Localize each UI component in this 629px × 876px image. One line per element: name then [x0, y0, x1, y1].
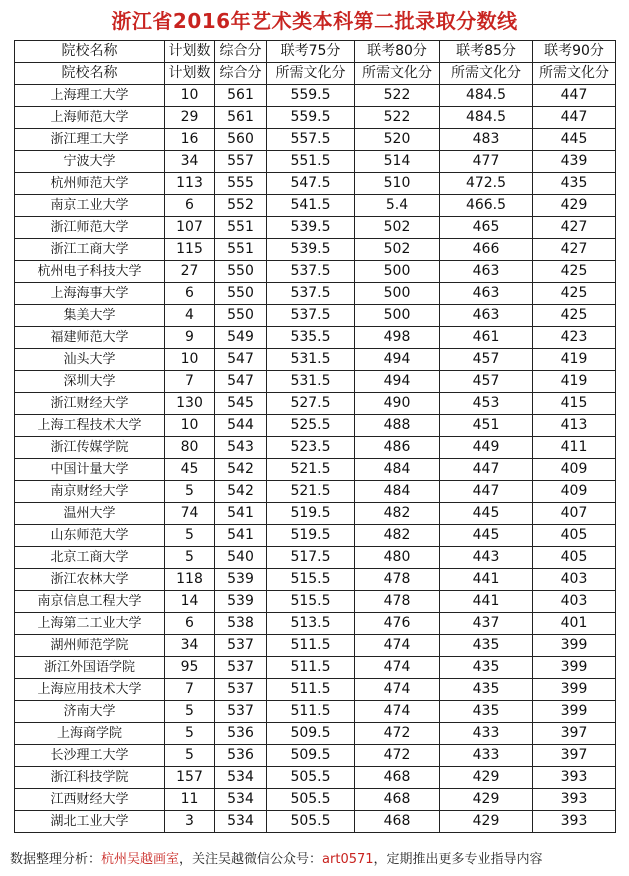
- score-cell: 547.5: [267, 173, 355, 195]
- score-cell: 14: [165, 591, 215, 613]
- score-cell: 541: [215, 503, 267, 525]
- score-cell: 511.5: [267, 701, 355, 723]
- school-name-cell: 浙江师范大学: [15, 217, 165, 239]
- score-cell: 559.5: [267, 107, 355, 129]
- score-cell: 534: [215, 767, 267, 789]
- score-cell: 509.5: [267, 745, 355, 767]
- table-row: [15, 525, 616, 547]
- score-cell: 403: [533, 569, 616, 591]
- score-cell: 95: [165, 657, 215, 679]
- score-cell: 5: [165, 701, 215, 723]
- score-cell: 433: [440, 745, 533, 767]
- score-cell: 534: [215, 811, 267, 833]
- score-cell: 113: [165, 173, 215, 195]
- score-cell: 543: [215, 437, 267, 459]
- score-cell: 519.5: [267, 525, 355, 547]
- score-cell: 437: [440, 613, 533, 635]
- score-cell: 500: [355, 305, 440, 327]
- score-cell: 531.5: [267, 371, 355, 393]
- score-cell: 486: [355, 437, 440, 459]
- score-cell: 560: [215, 129, 267, 151]
- score-cell: 27: [165, 261, 215, 283]
- score-cell: 555: [215, 173, 267, 195]
- school-name-cell: 南京信息工程大学: [15, 591, 165, 613]
- score-cell: 494: [355, 349, 440, 371]
- header-cell: 计划数: [165, 41, 215, 63]
- score-cell: 547: [215, 349, 267, 371]
- school-name-cell: 浙江理工大学: [15, 129, 165, 151]
- score-cell: 490: [355, 393, 440, 415]
- header-cell: 计划数: [165, 63, 215, 85]
- score-cell: 403: [533, 591, 616, 613]
- score-cell: 425: [533, 261, 616, 283]
- score-cell: 502: [355, 239, 440, 261]
- score-cell: 474: [355, 701, 440, 723]
- school-name-cell: 南京工业大学: [15, 195, 165, 217]
- score-cell: 5.4: [355, 195, 440, 217]
- header-cell: 所需文化分: [267, 63, 355, 85]
- score-cell: 500: [355, 283, 440, 305]
- score-cell: 427: [533, 239, 616, 261]
- school-name-cell: 济南大学: [15, 701, 165, 723]
- score-cell: 447: [533, 107, 616, 129]
- score-cell: 407: [533, 503, 616, 525]
- score-cell: 468: [355, 767, 440, 789]
- table-row: [15, 129, 616, 151]
- score-cell: 561: [215, 85, 267, 107]
- header-cell: 联考90分: [533, 41, 616, 63]
- score-cell: 115: [165, 239, 215, 261]
- score-cell: 537: [215, 657, 267, 679]
- score-cell: 423: [533, 327, 616, 349]
- score-cell: 509.5: [267, 723, 355, 745]
- score-cell: 3: [165, 811, 215, 833]
- score-cell: 505.5: [267, 811, 355, 833]
- table-row: [15, 283, 616, 305]
- score-cell: 521.5: [267, 459, 355, 481]
- table-row: [15, 261, 616, 283]
- school-name-cell: 上海应用技术大学: [15, 679, 165, 701]
- header-cell: 综合分: [215, 63, 267, 85]
- header-cell: 所需文化分: [533, 63, 616, 85]
- score-cell: 476: [355, 613, 440, 635]
- score-cell: 519.5: [267, 503, 355, 525]
- score-cell: 472.5: [440, 173, 533, 195]
- table-row: [15, 481, 616, 503]
- table-row: [15, 173, 616, 195]
- score-cell: 74: [165, 503, 215, 525]
- school-name-cell: 浙江外国语学院: [15, 657, 165, 679]
- score-cell: 520: [355, 129, 440, 151]
- table-row: [15, 151, 616, 173]
- score-cell: 550: [215, 283, 267, 305]
- table-row: [15, 503, 616, 525]
- header-cell: 综合分: [215, 41, 267, 63]
- score-cell: 541.5: [267, 195, 355, 217]
- score-cell: 429: [440, 811, 533, 833]
- score-cell: 10: [165, 415, 215, 437]
- score-cell: 405: [533, 547, 616, 569]
- score-cell: 5: [165, 745, 215, 767]
- score-cell: 409: [533, 481, 616, 503]
- table-row: [15, 239, 616, 261]
- score-cell: 472: [355, 745, 440, 767]
- score-cell: 435: [440, 657, 533, 679]
- score-cell: 537.5: [267, 305, 355, 327]
- score-cell: 538: [215, 613, 267, 635]
- score-cell: 536: [215, 745, 267, 767]
- score-cell: 484: [355, 481, 440, 503]
- score-cell: 445: [440, 525, 533, 547]
- score-cell: 537: [215, 635, 267, 657]
- header-cell: 联考80分: [355, 41, 440, 63]
- score-cell: 505.5: [267, 789, 355, 811]
- score-cell: 393: [533, 789, 616, 811]
- score-cell: 522: [355, 107, 440, 129]
- school-name-cell: 江西财经大学: [15, 789, 165, 811]
- score-cell: 557: [215, 151, 267, 173]
- score-cell: 6: [165, 195, 215, 217]
- score-cell: 517.5: [267, 547, 355, 569]
- school-name-cell: 杭州师范大学: [15, 173, 165, 195]
- score-cell: 429: [533, 195, 616, 217]
- score-cell: 537.5: [267, 261, 355, 283]
- score-cell: 480: [355, 547, 440, 569]
- table-row: [15, 305, 616, 327]
- header-row-1: [15, 41, 616, 63]
- footer-label: 数据整理分析：: [10, 852, 102, 867]
- score-cell: 463: [440, 261, 533, 283]
- school-name-cell: 浙江农林大学: [15, 569, 165, 591]
- table-row: [15, 371, 616, 393]
- table-row: [15, 393, 616, 415]
- school-name-cell: 汕头大学: [15, 349, 165, 371]
- score-cell: 435: [533, 173, 616, 195]
- score-cell: 433: [440, 723, 533, 745]
- score-cell: 537: [215, 679, 267, 701]
- score-cell: 540: [215, 547, 267, 569]
- score-cell: 447: [440, 459, 533, 481]
- score-cell: 425: [533, 283, 616, 305]
- score-cell: 551: [215, 217, 267, 239]
- score-cell: 539.5: [267, 217, 355, 239]
- score-table-body: [15, 85, 616, 833]
- table-row: [15, 415, 616, 437]
- score-cell: 5: [165, 481, 215, 503]
- score-cell: 551: [215, 239, 267, 261]
- table-row: [15, 745, 616, 767]
- score-cell: 522: [355, 85, 440, 107]
- table-row: [15, 767, 616, 789]
- score-cell: 10: [165, 85, 215, 107]
- score-cell: 484.5: [440, 107, 533, 129]
- score-cell: 457: [440, 371, 533, 393]
- header-cell: 所需文化分: [355, 63, 440, 85]
- score-cell: 4: [165, 305, 215, 327]
- score-cell: 474: [355, 635, 440, 657]
- table-row: [15, 349, 616, 371]
- score-cell: 561: [215, 107, 267, 129]
- score-cell: 413: [533, 415, 616, 437]
- score-cell: 118: [165, 569, 215, 591]
- score-cell: 539: [215, 569, 267, 591]
- score-cell: 34: [165, 151, 215, 173]
- score-cell: 405: [533, 525, 616, 547]
- table-row: [15, 327, 616, 349]
- score-cell: 527.5: [267, 393, 355, 415]
- table-row: [15, 811, 616, 833]
- footer-tail-text: ，定期推出更多专业指导内容: [373, 852, 543, 867]
- score-cell: 541: [215, 525, 267, 547]
- score-cell: 445: [533, 129, 616, 151]
- table-row: [15, 657, 616, 679]
- score-cell: 550: [215, 305, 267, 327]
- score-cell: 474: [355, 679, 440, 701]
- score-cell: 6: [165, 283, 215, 305]
- score-cell: 510: [355, 173, 440, 195]
- score-cell: 399: [533, 679, 616, 701]
- table-row: [15, 635, 616, 657]
- school-name-cell: 湖州师范学院: [15, 635, 165, 657]
- score-cell: 157: [165, 767, 215, 789]
- school-name-cell: 浙江科技学院: [15, 767, 165, 789]
- score-cell: 399: [533, 657, 616, 679]
- score-cell: 397: [533, 723, 616, 745]
- score-cell: 80: [165, 437, 215, 459]
- table-row: [15, 569, 616, 591]
- score-cell: 500: [355, 261, 440, 283]
- score-cell: 7: [165, 371, 215, 393]
- score-cell: 515.5: [267, 569, 355, 591]
- score-cell: 399: [533, 635, 616, 657]
- score-cell: 494: [355, 371, 440, 393]
- score-cell: 393: [533, 767, 616, 789]
- table-row: [15, 723, 616, 745]
- score-cell: 484: [355, 459, 440, 481]
- score-cell: 514: [355, 151, 440, 173]
- school-name-cell: 宁波大学: [15, 151, 165, 173]
- score-cell: 399: [533, 701, 616, 723]
- table-row: [15, 217, 616, 239]
- school-name-cell: 长沙理工大学: [15, 745, 165, 767]
- score-cell: 521.5: [267, 481, 355, 503]
- score-cell: 482: [355, 503, 440, 525]
- score-cell: 511.5: [267, 657, 355, 679]
- score-cell: 9: [165, 327, 215, 349]
- score-table: [14, 40, 616, 833]
- score-cell: 466.5: [440, 195, 533, 217]
- score-cell: 419: [533, 371, 616, 393]
- score-cell: 45: [165, 459, 215, 481]
- score-cell: 498: [355, 327, 440, 349]
- score-cell: 451: [440, 415, 533, 437]
- score-cell: 449: [440, 437, 533, 459]
- score-cell: 465: [440, 217, 533, 239]
- score-cell: 515.5: [267, 591, 355, 613]
- header-cell: 所需文化分: [440, 63, 533, 85]
- score-cell: 445: [440, 503, 533, 525]
- table-row: [15, 107, 616, 129]
- school-name-cell: 集美大学: [15, 305, 165, 327]
- score-cell: 523.5: [267, 437, 355, 459]
- score-cell: 505.5: [267, 767, 355, 789]
- score-cell: 502: [355, 217, 440, 239]
- score-cell: 7: [165, 679, 215, 701]
- score-cell: 488: [355, 415, 440, 437]
- school-name-cell: 温州大学: [15, 503, 165, 525]
- school-name-cell: 浙江财经大学: [15, 393, 165, 415]
- score-cell: 461: [440, 327, 533, 349]
- footer-note: [10, 850, 625, 870]
- score-cell: 453: [440, 393, 533, 415]
- score-cell: 542: [215, 459, 267, 481]
- score-cell: 534: [215, 789, 267, 811]
- table-row: [15, 85, 616, 107]
- footer-follow-text: ，关注吴越微信公众号：: [179, 852, 323, 867]
- score-cell: 427: [533, 217, 616, 239]
- score-cell: 415: [533, 393, 616, 415]
- score-cell: 409: [533, 459, 616, 481]
- header-cell: 院校名称: [15, 41, 165, 63]
- school-name-cell: 浙江传媒学院: [15, 437, 165, 459]
- score-cell: 107: [165, 217, 215, 239]
- score-cell: 478: [355, 569, 440, 591]
- score-cell: 425: [533, 305, 616, 327]
- score-cell: 447: [533, 85, 616, 107]
- score-cell: 6: [165, 613, 215, 635]
- score-cell: 16: [165, 129, 215, 151]
- header-cell: 联考75分: [267, 41, 355, 63]
- score-cell: 397: [533, 745, 616, 767]
- score-cell: 463: [440, 283, 533, 305]
- table-row: [15, 701, 616, 723]
- score-cell: 435: [440, 679, 533, 701]
- score-cell: 419: [533, 349, 616, 371]
- table-row: [15, 591, 616, 613]
- header-cell: 院校名称: [15, 63, 165, 85]
- school-name-cell: 上海师范大学: [15, 107, 165, 129]
- school-name-cell: 中国计量大学: [15, 459, 165, 481]
- score-cell: 447: [440, 481, 533, 503]
- score-cell: 552: [215, 195, 267, 217]
- score-cell: 411: [533, 437, 616, 459]
- score-cell: 457: [440, 349, 533, 371]
- school-name-cell: 湖北工业大学: [15, 811, 165, 833]
- table-row: [15, 459, 616, 481]
- score-cell: 551.5: [267, 151, 355, 173]
- score-cell: 535.5: [267, 327, 355, 349]
- score-cell: 477: [440, 151, 533, 173]
- score-cell: 463: [440, 305, 533, 327]
- score-cell: 5: [165, 723, 215, 745]
- score-cell: 435: [440, 701, 533, 723]
- school-name-cell: 上海商学院: [15, 723, 165, 745]
- score-cell: 482: [355, 525, 440, 547]
- score-cell: 531.5: [267, 349, 355, 371]
- score-cell: 474: [355, 657, 440, 679]
- school-name-cell: 上海理工大学: [15, 85, 165, 107]
- score-cell: 34: [165, 635, 215, 657]
- school-name-cell: 山东师范大学: [15, 525, 165, 547]
- score-cell: 5: [165, 525, 215, 547]
- score-cell: 511.5: [267, 679, 355, 701]
- school-name-cell: 福建师范大学: [15, 327, 165, 349]
- score-cell: 545: [215, 393, 267, 415]
- score-cell: 443: [440, 547, 533, 569]
- score-cell: 435: [440, 635, 533, 657]
- score-cell: 484.5: [440, 85, 533, 107]
- score-cell: 429: [440, 789, 533, 811]
- school-name-cell: 上海第二工业大学: [15, 613, 165, 635]
- score-cell: 544: [215, 415, 267, 437]
- score-cell: 525.5: [267, 415, 355, 437]
- score-cell: 511.5: [267, 635, 355, 657]
- score-cell: 537: [215, 701, 267, 723]
- score-cell: 429: [440, 767, 533, 789]
- score-cell: 5: [165, 547, 215, 569]
- score-cell: 441: [440, 569, 533, 591]
- score-cell: 393: [533, 811, 616, 833]
- table-row: [15, 789, 616, 811]
- page-title: 浙江省2016年艺术类本科第二批录取分数线: [111, 9, 518, 33]
- score-cell: 468: [355, 811, 440, 833]
- score-cell: 130: [165, 393, 215, 415]
- score-cell: 478: [355, 591, 440, 613]
- score-cell: 557.5: [267, 129, 355, 151]
- table-row: [15, 547, 616, 569]
- footer-account-id: art0571: [322, 852, 374, 867]
- table-row: [15, 195, 616, 217]
- score-cell: 513.5: [267, 613, 355, 635]
- score-cell: 559.5: [267, 85, 355, 107]
- score-cell: 542: [215, 481, 267, 503]
- score-cell: 439: [533, 151, 616, 173]
- score-cell: 536: [215, 723, 267, 745]
- table-row: [15, 679, 616, 701]
- score-cell: 10: [165, 349, 215, 371]
- score-cell: 539: [215, 591, 267, 613]
- score-cell: 539.5: [267, 239, 355, 261]
- score-cell: 29: [165, 107, 215, 129]
- score-cell: 549: [215, 327, 267, 349]
- table-row: [15, 613, 616, 635]
- score-cell: 483: [440, 129, 533, 151]
- score-cell: 537.5: [267, 283, 355, 305]
- school-name-cell: 上海海事大学: [15, 283, 165, 305]
- header-cell: 联考85分: [440, 41, 533, 63]
- score-cell: 466: [440, 239, 533, 261]
- score-cell: 472: [355, 723, 440, 745]
- table-row: [15, 437, 616, 459]
- score-cell: 441: [440, 591, 533, 613]
- school-name-cell: 杭州电子科技大学: [15, 261, 165, 283]
- score-cell: 550: [215, 261, 267, 283]
- school-name-cell: 深圳大学: [15, 371, 165, 393]
- score-cell: 401: [533, 613, 616, 635]
- score-cell: 547: [215, 371, 267, 393]
- school-name-cell: 浙江工商大学: [15, 239, 165, 261]
- header-row-2: [15, 63, 616, 85]
- score-cell: 11: [165, 789, 215, 811]
- school-name-cell: 上海工程技术大学: [15, 415, 165, 437]
- score-cell: 468: [355, 789, 440, 811]
- footer-studio-name: 杭州吴越画室: [101, 852, 180, 867]
- school-name-cell: 南京财经大学: [15, 481, 165, 503]
- school-name-cell: 北京工商大学: [15, 547, 165, 569]
